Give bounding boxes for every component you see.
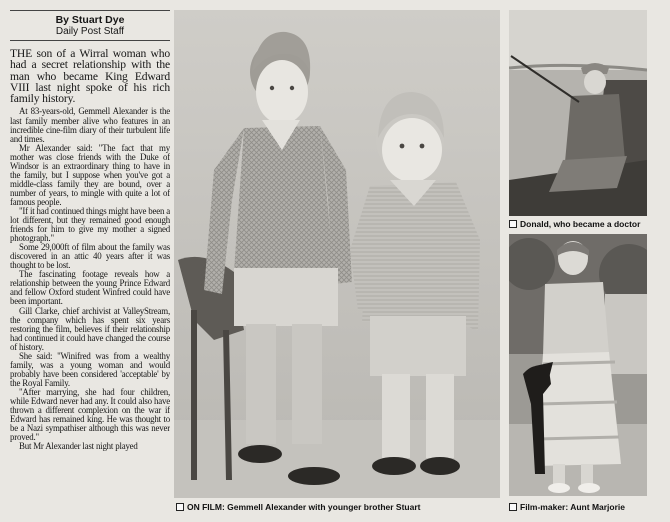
square-bullet-icon (509, 220, 517, 228)
caption-marjorie-text: Film-maker: Aunt Marjorie (520, 502, 626, 512)
photo-marjorie (509, 234, 647, 496)
article-paragraph: Mr Alexander said: "The fact that my mother was close friends with the Duke of Windsor is an extraordinary thing to have in the family, but I suppose when you've got a middle-class family they are bound, over a number of years, to mingle with quite a lot of famous people. (10, 142, 170, 207)
photo-donald (509, 10, 647, 216)
article-paragraph: The fascinating footage reveals how a relationship between the young Prince Edward and fellow Oxford student Winfred could have been important. (10, 269, 170, 307)
article-column (10, 10, 170, 522)
article-paragraph: "After marrying, she had four children, while Edward never had any. It could also have thrown a different complexion on the war if Edward has remained king. He was thought to be a Nazi sympathiser although this was never proved." (10, 386, 170, 443)
byline (10, 10, 170, 41)
article-paragraph: Gill Clarke, chief archivist at ValleyStream, the company which has spent six years restoring the film, believes if their relationship had continued it could have changed the course of history. (10, 305, 170, 352)
byline-author: By Stuart Dye (55, 14, 125, 26)
photo-brothers (174, 10, 500, 498)
caption-brothers (176, 502, 420, 512)
article-lead: THE son of a Wirral woman who had a secret relationship with the man who became King Edward VIII last night spoke of his rich family history. (10, 47, 170, 106)
article-paragraph: At 83-years-old, Gemmell Alexander is the last family member alive who features in an incredible cine-film diary of their turbulent life and times. (10, 106, 170, 144)
article-body (10, 107, 170, 451)
byline-role: Daily Post Staff (55, 26, 125, 37)
square-bullet-icon (176, 503, 184, 511)
caption-marjorie (509, 502, 625, 512)
caption-donald-text: Donald, who became a doctor (520, 219, 641, 229)
article-paragraph: "If it had continued things might have been a lot different, but they remained good enough friends for him to give my mother a signed photograph." (10, 206, 170, 244)
square-bullet-icon (509, 503, 517, 511)
caption-brothers-text: ON FILM: Gemmell Alexander with younger brother Stuart (187, 502, 421, 512)
caption-donald (509, 219, 640, 229)
article-paragraph: But Mr Alexander last night played (19, 441, 138, 452)
article-paragraph: She said: "Winifred was from a wealthy family, was a young woman and would probably have been considered 'acceptable' by the Royal Family. (10, 350, 170, 388)
article-paragraph: Some 29,000ft of film about the family was discovered in an attic 40 years after it was thought to be lost. (10, 242, 170, 271)
